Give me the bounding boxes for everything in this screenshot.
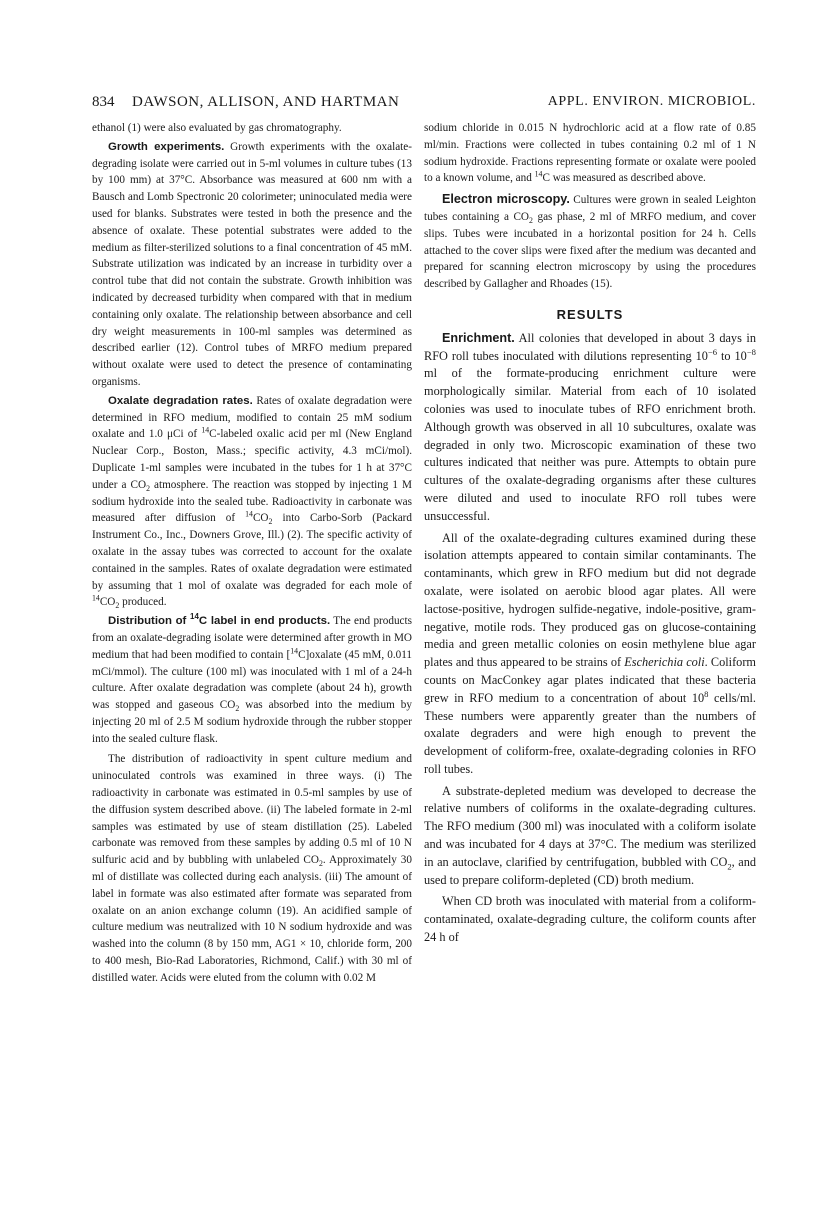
paragraph-cd-broth: When CD broth was inoculated with material from a coliform-contaminated, oxalate-degrading culture, the coliform counts after 24 h of	[424, 894, 756, 945]
paragraph-oxalate-degradation-rates: Oxalate degradation rates. Rates of oxalate degradation were determined in RFO medium, modified to contain 25 mM sodium oxalate and 1.0 μCi of $^{14}$C-labeled oxalic acid per ml (New England Nuclear Corp., Boston, Mass.; specific activity, 4.3 mCi/mol). Duplicate 1-ml samples were incubated in the tubes for 1 h at 37°C under a $CO_2$ atmosphere. The reaction was stopped by injecting 1 M sodium hydroxide into the sealed tube. Radioactivity in carbonate was measured after diffusion of $^{14}CO_2$ into Carbo-Sorb (Packard Instrument Co., Inc., Downers Grove, Ill.) (2). The specific activity of oxalate in the assay tubes was corrected to account for the oxalate contained in the samples. Rates of oxalate degradation were estimated by assuming that 1 mol of oxalate was degraded for each mole of $^{14}CO_2$ produced.	[92, 394, 413, 611]
paragraph-electron-microscopy: Electron microscopy. Cultures were grown in sealed Leighton tubes containing a $CO_2$ gas phase, 2 ml of MRFO medium, and cover slips. Tubes were incubated in a horizontal position for 24 h. Cells attached to the cover slips were fixed after the medium was decanted and prepared for scanning electron microscopy by using the procedures described by Gallagher and Rhoades (15).	[424, 192, 756, 291]
running-journal: APPL. ENVIRON. MICROBIOL.	[547, 94, 756, 109]
paragraph-growth-experiments: Growth experiments. Growth experiments with the oxalate-degrading isolate were carried out in 5-ml volumes in culture tubes (13 by 100 mm) at 37°C. Absorbance was measured at 600 nm with a Bausch and Lomb Spectronic 20 colorimeter; uninoculated media were used for blanks. Substrates were tested in both the presence and the absence of oxalate. These potential substrates were added to the medium as filter-sterilized solutions to a final concentration of 45 mM. Substrate utilization was indicated by an increase in turbidity over a control tube that did not contain the substrate. Growth inhibition was indicated by decreased turbidity when compared with that in medium containing only oxalate. The relationship between absorbance and cell dry weight measurements in 100-ml samples was determined as described earlier (12). Control tubes of MRFO medium prepared without oxalate were used to detect the presence of contaminating organisms.	[92, 140, 412, 388]
heading-oxalate-degradation-rates: Oxalate degradation rates.	[108, 394, 253, 407]
paragraph-elution-continued: sodium chloride in 0.015 N hydrochloric acid at a flow rate of 0.85 ml/min. Fractions were collected in tubes containing 0.2 ml of 1 N sodium hydroxide. Fractions representing formate or oxalate were pooled to a known volume, and $^{14}$C was measured as described above.	[424, 122, 756, 185]
right-column	[424, 120, 756, 947]
paragraph-distribution-label: Distribution of $^{14}$C label in end products. The end products from an oxalate-degrading isolate were determined after growth in MO medium that had been modified to contain [$^{14}$C]oxalate (45 mM, 0.011 mCi/mmol). The culture (100 ml) was inoculated with 1 ml of a 24-h culture. After oxalate degradation was complete (about 24 h), growth was stopped and gaseous $CO_2$ was absorbed into the medium by injecting 20 ml of 2.5 M sodium hydroxide through the rubber stopper into the sealed culture flask.	[92, 612, 412, 745]
left-column	[92, 120, 412, 987]
paragraph-contaminants: All of the oxalate-degrading cultures examined during these isolation attempts appeared to contain similar contaminants. The contaminants, which grew in RFO medium but did not degrade oxalate, were isolated on aerobic blood agar plates. All were lactose-positive, hydrogen sulfide-negative, indole-positive, gram-negative, motile rods. They produced gas on glucose-containing media and green metallic colonies on eosin methylene blue agar plates and thus appeared to be strains of Escherichia coli. Coliform counts on MacConkey agar plates indicated that these bacteria grew in RFO medium to a concentration of about $10^8$ cells/ml. These numbers were apparently greater than the numbers of oxalate degraders and were high enough to prevent the development of coliform-free, oxalate-degrading colonies in RFO roll tubes.	[424, 530, 756, 776]
page-number: 834	[92, 94, 115, 110]
heading-growth-experiments: Growth experiments.	[108, 140, 225, 153]
heading-distribution-label: Distribution of $^{14}$C label in end products.	[108, 612, 331, 628]
heading-enrichment: Enrichment.	[442, 330, 515, 345]
running-authors: DAWSON, ALLISON, AND HARTMAN	[132, 94, 400, 110]
paragraph-substrate-depleted: A substrate-depleted medium was developed to decrease the relative numbers of coliforms in the oxalate-degrading cultures. The RFO medium (300 ml) was inoculated with a coliform isolate and was incubated for 4 days at 37°C. The medium was sterilized in an autoclave, clarified by centrifugation, bubbled with $CO_2$, and used to prepare coliform-depleted (CD) broth medium.	[424, 783, 756, 887]
paragraph-radioactivity-distribution: The distribution of radioactivity in spent culture medium and uninoculated controls was examined in three ways. (i) The radioactivity in carbonate was estimated in 0.5-ml samples by use of the diffusion system described above. (ii) The labeled formate in 2-ml samples was estimated by use of steam distillation (25). Labeled carbonate was removed from these samples by adding 0.5 ml of 10 N sulfuric acid and by bubbling with unlabeled $CO_2$. Approximately 30 ml of distillate was collected during each analysis. (iii) The amount of label in formate was also estimated after formate was separated from oxalate on an anion exchange column (19). An acidified sample of culture medium was neutralized with 10 N sodium hydroxide and was washed into the column (8 by 150 mm, AG1 × 10, chloride form, 200 to 400 mesh, Bio-Rad Laboratories, Richmond, Calif.) with 30 ml of distilled water. Acids were eluted from the column with 0.02 M	[92, 753, 412, 984]
section-heading-results: RESULTS	[556, 306, 624, 322]
paragraph-ethanol: ethanol (1) were also evaluated by gas chromatography.	[92, 122, 342, 134]
paragraph-enrichment: Enrichment. All colonies that developed in about 3 days in RFO roll tubes inoculated with dilutions representing $10^{-6}$ to $10^{-8}$ ml of the formate-producing enrichment culture were morphologically similar. Material from each of 10 isolated colonies was used to inoculate tubes of RFO enrichment broth. Although growth was observed in all 10 subcultures, oxalate was degraded in only two. Microscopic examination of these two cultures indicated that neither was pure. Attempts to obtain pure cultures of the oxalate-degrading organisms after these cultures were diluted and used to inoculate RFO roll tubes were unsuccessful.	[424, 330, 756, 523]
page-header	[92, 94, 756, 116]
heading-electron-microscopy: Electron microscopy.	[442, 192, 570, 207]
